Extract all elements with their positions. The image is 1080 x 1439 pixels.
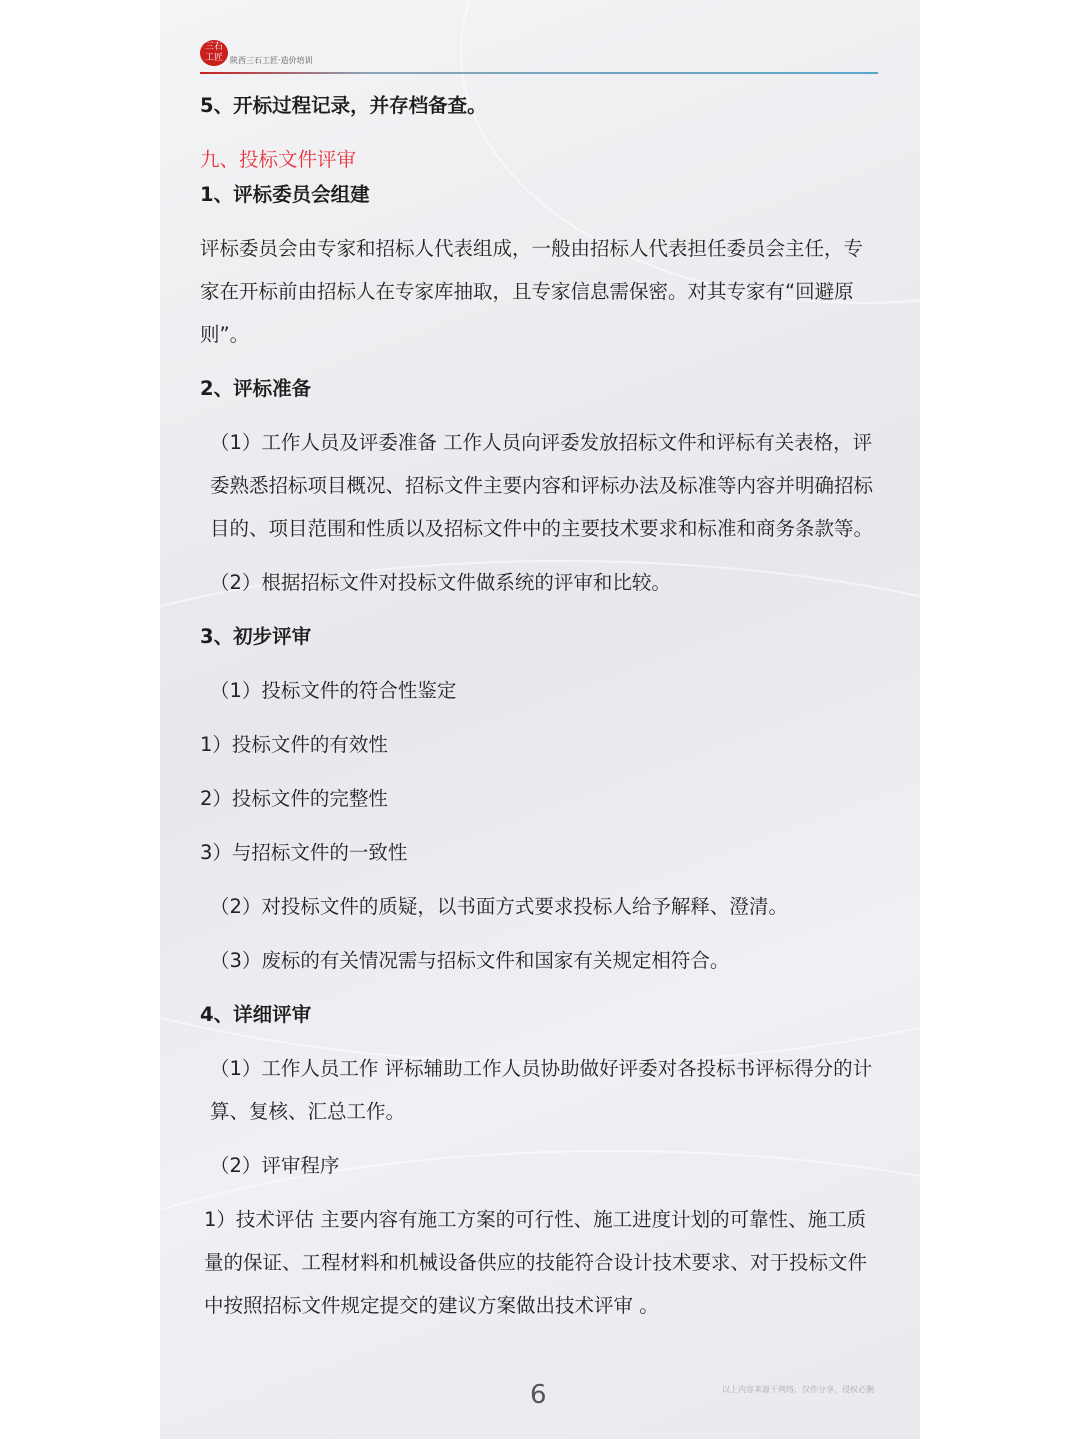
- item-5-opening-record: 5、开标过程记录，并存档备查。: [200, 94, 487, 117]
- paragraph-preparation-1: （1）工作人员及评委准备 工作人员向评委发放招标文件和评标有关表格，评委熟悉招标项目概况、招标文件主要内容和评标办法及标准等内容并明确招标目的、项目范围和性质以及招标文件中的主要技术要求和标准和商务条款等。: [210, 431, 874, 540]
- heading-detailed-review: 4、详细评审: [200, 1003, 312, 1026]
- paragraph-preliminary-1: （1）投标文件的符合性鉴定: [210, 679, 457, 702]
- page-number: 6: [530, 1380, 547, 1410]
- company-name: 陕西三石工匠·造价培训: [230, 56, 313, 65]
- company-logo: 三石 工匠: [200, 40, 228, 66]
- heading-committee: 1、评标委员会组建: [200, 183, 370, 206]
- heading-preparation: 2、评标准备: [200, 377, 312, 400]
- list-item-consistency: 3）与招标文件的一致性: [200, 841, 408, 864]
- page-header: [200, 38, 880, 76]
- footer-disclaimer: 以上内容来源于网络，仅作分享，侵权必删: [722, 1385, 874, 1394]
- document-body: [200, 84, 882, 1327]
- paragraph-committee: 评标委员会由专家和招标人代表组成，一般由招标人代表担任委员会主任，专家在开标前由招标人在专家库抽取，且专家信息需保密。对其专家有“回避原则”。: [200, 237, 864, 346]
- list-item-validity: 1）投标文件的有效性: [200, 733, 388, 756]
- heading-preliminary-review: 3、初步评审: [200, 625, 312, 648]
- paragraph-preliminary-2: （2）对投标文件的质疑，以书面方式要求投标人给予解释、澄清。: [210, 895, 788, 918]
- document-page: [160, 0, 920, 1439]
- paragraph-technical-evaluation: 1）技术评估 主要内容有施工方案的可行性、施工进度计划的可靠性、施工质量的保证、工程材料和机械设备供应的技能符合设计技术要求、对于投标文件中按照招标文件规定提交的建议方案做出技术评审 。: [204, 1208, 868, 1317]
- paragraph-preliminary-3: （3）废标的有关情况需与招标文件和国家有关规定相符合。: [210, 949, 730, 972]
- list-item-completeness: 2）投标文件的完整性: [200, 787, 388, 810]
- header-divider: [200, 72, 878, 74]
- section-title: 九、投标文件评审: [200, 148, 357, 171]
- paragraph-preparation-2: （2）根据招标文件对投标文件做系统的评审和比较。: [210, 571, 671, 594]
- paragraph-detailed-2: （2）评审程序: [210, 1154, 340, 1177]
- paragraph-detailed-1: （1）工作人员工作 评标辅助工作人员协助做好评委对各投标书评标得分的计算、复核、汇总工作。: [210, 1057, 873, 1123]
